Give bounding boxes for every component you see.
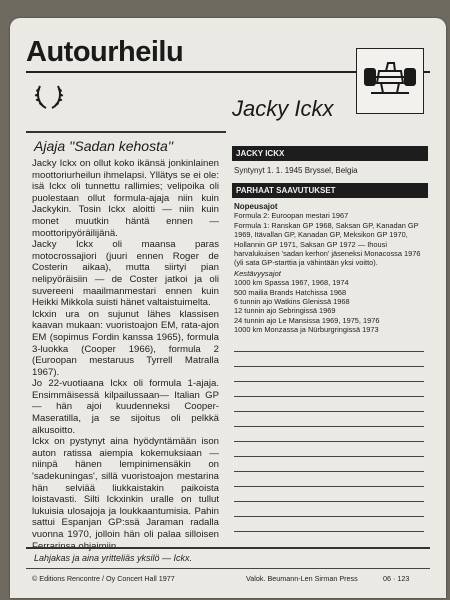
blank-line <box>234 517 424 532</box>
footer-rule-bottom <box>26 568 430 569</box>
blank-line <box>234 382 424 397</box>
article-rule <box>26 131 226 133</box>
achievement-line: Formula 2: Euroopan mestari 1967 <box>234 211 349 221</box>
blank-line <box>234 352 424 367</box>
name-bar: JACKY ICKX <box>232 146 428 161</box>
article-paragraph: Ickx on pystynyt aina hyödyntämään ison auton ratissa aiempia kokemuksiaan — niinpä hänen lempinimensäkin on 'sadekuningas', sillä vuoristoajon mestarina hän selviää liukkaistakin paikoista loistavasti. Silti Ickxinkin uralle on tullut lukuisia ulosajoja ja loukkaantumisia. Pahin sattui Espanjan GP:ssä Jaraman radalla vuonna 1970, jolloin hän oli palaa silloisen <box>32 436 219 540</box>
section-heading-endurance: Kestävyysajot <box>234 268 281 278</box>
formula-car-icon <box>357 49 423 113</box>
driver-name: Jacky Ickx <box>232 96 334 121</box>
achievements-list <box>232 198 428 335</box>
footer-motto: Lahjakas ja aina yritteliäs yksilö — Ickx. <box>34 553 193 563</box>
blank-line <box>234 487 424 502</box>
article-paragraph: Ickxin ura on sujunut lähes klassisen kaavan mukaan: vuoristoajon EM, rata-ajon EM (sopimus Fordin kanssa 1965), formula 3-luokka (Cooper 1966), formula 2 (Euroopan mestaruus Tyrrell Matralla 1967). <box>32 308 219 378</box>
birth-info: Syntynyt 1. 1. 1945 Bryssel, Belgia <box>234 166 358 175</box>
blank-line <box>234 472 424 487</box>
achievement-line: Formula 1: Ranskan GP 1968, Saksan GP, Kanadan GP 1969, Itävallan GP, Kanadan GP, Meksikon GP 1970, Hollannin GP 1971, Saksan GP 1972 — Ihousi harvalukuisen 'sadan kerhon' jäseneksi Monacossa 1976 (yli sata GP-starttia ja vähintään yksi voitto). <box>234 220 421 268</box>
achievement-line: 1000 km Monzassa ja Nürburgringissä 1973 <box>234 325 379 335</box>
blank-line <box>234 502 424 517</box>
blank-line <box>234 397 424 412</box>
blank-line <box>234 457 424 472</box>
blank-writing-lines <box>234 337 424 532</box>
article-paragraph: Jacky Ickx on ollut koko ikänsä jonkinlainen moottoriurheilun ihmelapsi. Yllätys se ei ole: isä Ickx oli tunnettu rallimies; velipoika oli puolestaan ollut formula-ajaja niin kuin Jackykin. Tosin Ickx aloitti — niin kuin monet muutkin häntä ennen — moottoripyöräilijänä. <box>32 158 219 239</box>
blank-line <box>234 427 424 442</box>
achievement-line: 12 tunnin ajo Sebringissä 1969 <box>234 306 336 316</box>
article-subtitle: Ajaja ''Sadan kehosta'' <box>34 138 174 154</box>
achievement-line: 6 tunnin ajo Watkins Glenissä 1968 <box>234 297 350 307</box>
article-paragraph: Jacky Ickx oli maansa paras motocrossajiori (juuri ennen Roger de Costerin aikaa), mutta siirtyi pian nelipyöräisiin — de Coster jatkoi ja oli suvereeni maailmanmestari ennen kuin Heikki Mikkola suisti hänet valtaistuimelta. <box>32 239 219 309</box>
section-heading-racing: Nopeusajot <box>234 202 278 211</box>
achievements-bar: PARHAAT SAAVUTUKSET <box>232 183 428 198</box>
card-title: Autourheilu <box>26 36 184 68</box>
achievement-line: 24 tunnin ajo Le Mansissa 1969, 1975, 1976 <box>234 315 380 325</box>
info-column <box>232 146 428 335</box>
blank-line <box>234 337 424 352</box>
blank-line <box>234 367 424 382</box>
achievement-line: 1000 km Spassa 1967, 1968, 1974 <box>234 278 349 288</box>
car-emblem-box <box>356 48 424 114</box>
blank-line <box>234 412 424 427</box>
footer-rule-top <box>26 547 430 549</box>
copyright-text: © Editions Rencontre / Oy Concert Hall 1977 <box>32 574 175 583</box>
card-code: 06 · 123 <box>383 574 410 583</box>
blank-line <box>234 442 424 457</box>
achievement-line: 500 mailia Brands Hatchissa 1968 <box>234 287 347 297</box>
laurel-wreath-icon <box>32 82 66 112</box>
article-body <box>32 158 219 552</box>
article-paragraph: Jo 22-vuotiaana Ickx oli formula 1-ajaja. Ensimmäisessä kilpailussaan— Italian GP — hän ajoi kuudenneksi Cooper-Maseratilla, ja se sijoitus oli pelkkä alkusoitto. <box>32 378 219 436</box>
photo-credit: Valok. Beumann-Len Sirman Press <box>246 574 358 583</box>
